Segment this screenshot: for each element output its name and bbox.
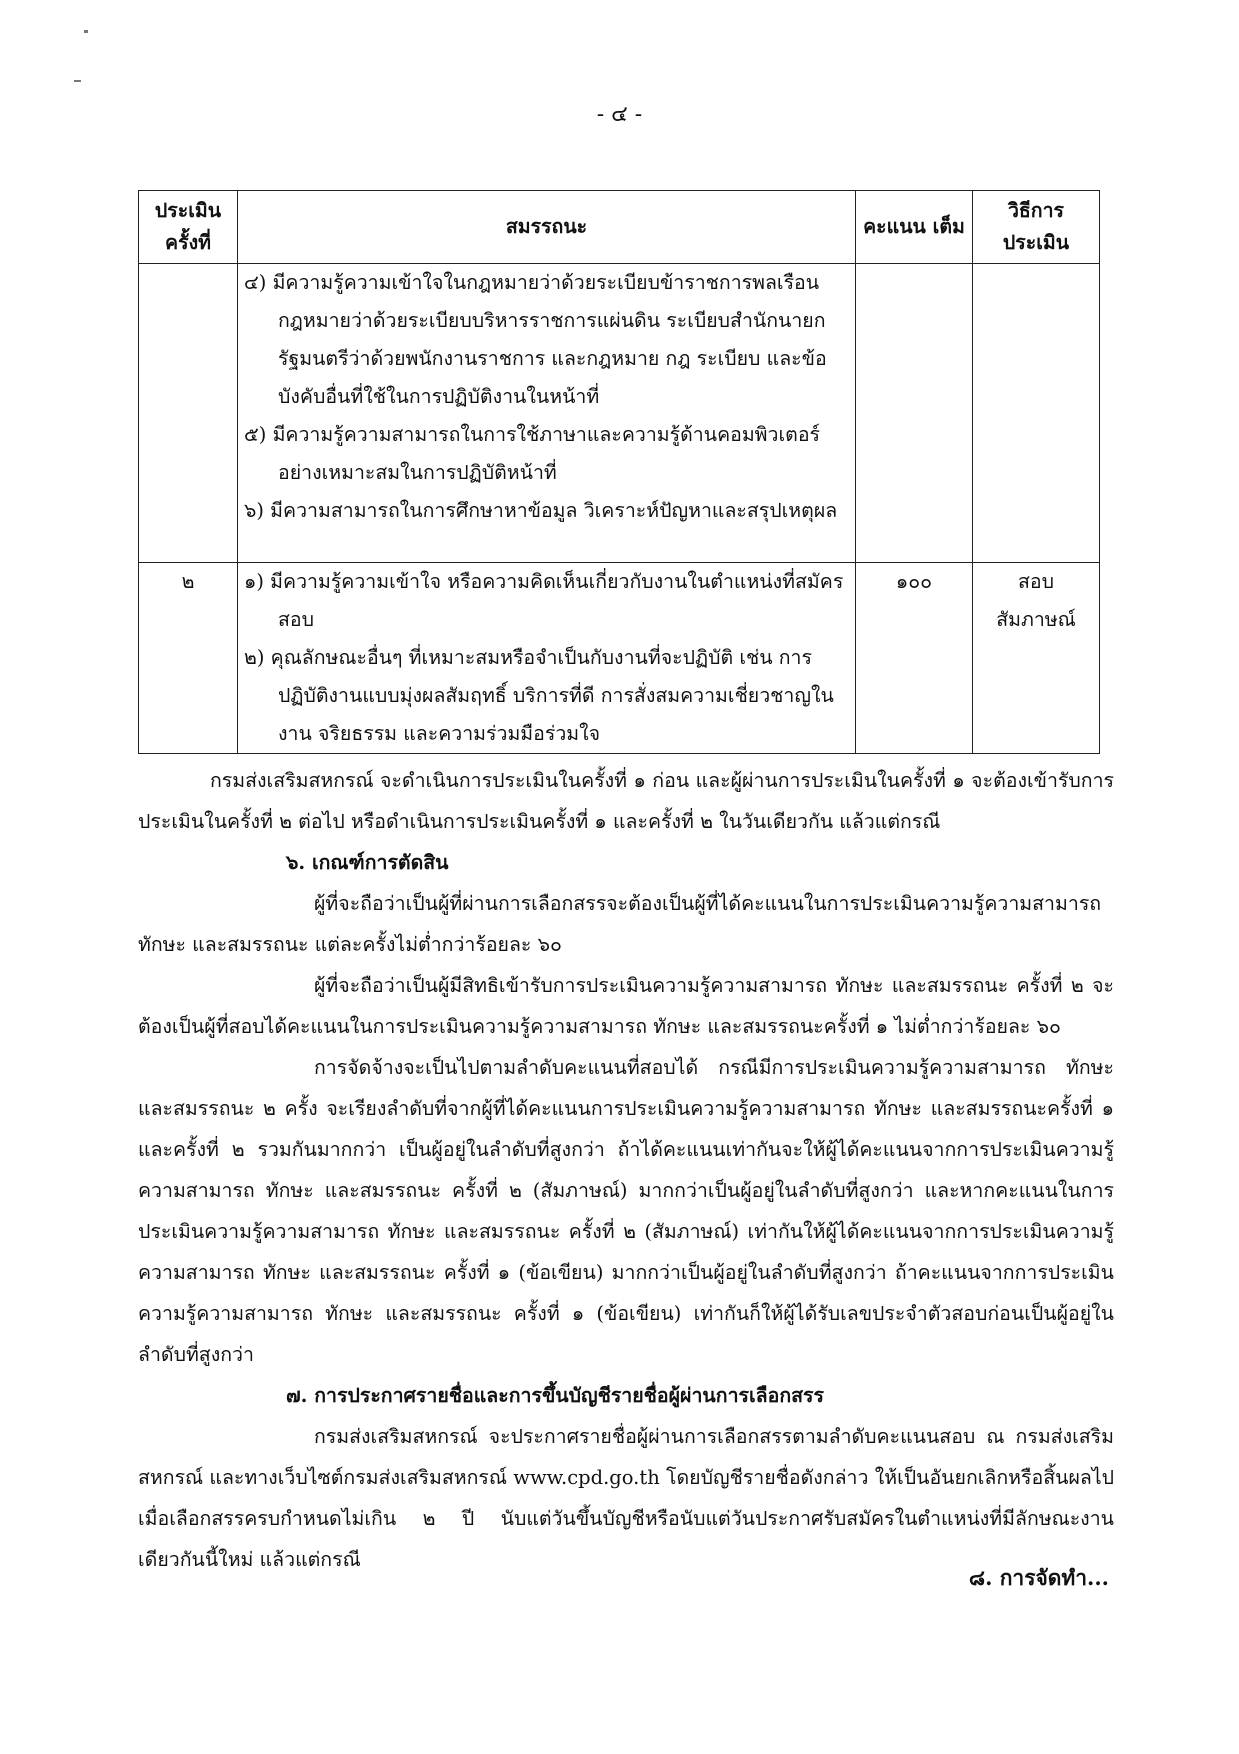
assessment-table bbox=[138, 190, 1100, 754]
header-round: ประเมิน ครั้งที่ bbox=[139, 191, 238, 264]
table-header-row bbox=[139, 191, 1100, 264]
table-row bbox=[139, 264, 1100, 563]
competency-item: ๔) มีความรู้ความเข้าใจในกฎหมายว่าด้วยระเบียบข้าราชการพลเรือน กฎหมายว่าด้วยระเบียบบริหารราชการแผ่นดิน ระเบียบสำนักนายกรัฐมนตรีว่าด้วยพนักงานราชการ และกฎหมาย กฎ ระเบียบ และข้อบังคับอื่นที่ใช้ในการปฏิบัติงานในหน้าที่ bbox=[244, 271, 827, 408]
scan-mark bbox=[74, 80, 81, 82]
cell-method: สอบ สัมภาษณ์ bbox=[973, 563, 1100, 754]
document-body bbox=[138, 760, 1114, 1580]
competency-item: ๑) มีความรู้ความเข้าใจ หรือความคิดเห็นเกี่ยวกับงานในตำแหน่งที่สมัครสอบ bbox=[244, 570, 844, 631]
cell-competency bbox=[238, 563, 856, 754]
paragraph-announcement: กรมส่งเสริมสหกรณ์ จะประกาศรายชื่อผู้ผ่านการเลือกสรรตามลำดับคะแนนสอบ ณ กรมส่งเสริมสหกรณ์ และทางเว็บไซต์กรมส่งเสริมสหกรณ์ www.cpd.go.th โดยบัญชีรายชื่อดังกล่าว ให้เป็นอันยกเลิกหรือสิ้นผลไปเมื่อเลือกสรรครบกำหนดไม่เกิน ๒ ปี นับแต่วันขึ้นบัญชีหรือนับแต่วันประกาศรับสมัครในตำแหน่งที่มีลักษณะงานเดียวกันนี้ใหม่ แล้วแต่กรณี bbox=[138, 1425, 1114, 1571]
section-heading-criteria: ๖. เกณฑ์การตัดสิน bbox=[286, 851, 449, 874]
competency-item: ๕) มีความรู้ความสามารถในการใช้ภาษาและความรู้ด้านคอมพิวเตอร์อย่างเหมาะสมในการปฏิบัติหน้าที่ bbox=[244, 423, 821, 484]
page-number: - ๔ - bbox=[596, 102, 643, 127]
cell-competency bbox=[238, 264, 856, 563]
next-page-reference: ๘. การจัดทำ... bbox=[968, 1565, 1109, 1590]
cell-round bbox=[139, 264, 238, 563]
header-method: วิธีการ ประเมิน bbox=[973, 191, 1100, 264]
competency-item: ๒) คุณลักษณะอื่นๆ ที่เหมาะสมหรือจำเป็นกับงานที่จะปฏิบัติ เช่น การปฏิบัติงานแบบมุ่งผลสัมฤทธิ์ บริการที่ดี การสั่งสมความเชี่ยวชาญในงาน จริยธรรม และความร่วมมือร่วมใจ bbox=[244, 646, 834, 745]
paragraph-assessment-order: กรมส่งเสริมสหกรณ์ จะดำเนินการประเมินในครั้งที่ ๑ ก่อน และผู้ผ่านการประเมินในครั้งที่ ๑ จะต้องเข้ารับการประเมินในครั้งที่ ๒ ต่อไป หรือดำเนินการประเมินครั้งที่ ๑ และครั้งที่ ๒ ในวันเดียวกัน แล้วแต่กรณี bbox=[138, 769, 1114, 833]
cell-round: ๒ bbox=[139, 563, 238, 754]
cell-full-score bbox=[856, 264, 973, 563]
cell-full-score: ๑๐๐ bbox=[856, 563, 973, 754]
paragraph-ranking: การจัดจ้างจะเป็นไปตามลำดับคะแนนที่สอบได้ กรณีมีการประเมินความรู้ความสามารถ ทักษะ และสมรรถนะ ๒ ครั้ง จะเรียงลำดับที่จากผู้ที่ได้คะแนนการประเมินความรู้ความสามารถ ทักษะ และสมรรถนะครั้งที่ ๑ และครั้งที่ ๒ รวมกันมากกว่า เป็นผู้อยู่ในลำดับที่สูงกว่า ถ้าได้คะแนนเท่ากันจะให้ผู้ได้คะแนนจากการประเมินความรู้ความสามารถ ทักษะ และสมรรถนะ ครั้งที่ ๒ (สัมภาษณ์) มากกว่าเป็นผู้อยู่ในลำดับที่สูงกว่า และหากคะแนนในการประเมินความรู้ความสามารถ ทักษะ และสมรรถนะ ครั้งที่ ๒ (สัมภาษณ์) เท่ากันให้ผู้ได้คะแนนจากการประเมินความรู้ความสามารถ ทักษะ และสมรรถนะ ครั้งที่ ๑ (ข้อเขียน) มากกว่าเป็นผู้อยู่ในลำดับที่สูงกว่า ถ้าคะแนนจากการประเมินความรู้ความสามารถ ทักษะ และสมรรถนะ ครั้งที่ ๑ (ข้อเขียน) เท่ากันก็ให้ผู้ได้รับเลขประจำตัวสอบก่อนเป็นผู้อยู่ในลำดับที่สูงกว่า bbox=[138, 1056, 1114, 1366]
paragraph-pass-criteria: ผู้ที่จะถือว่าเป็นผู้ที่ผ่านการเลือกสรรจะต้องเป็นผู้ที่ได้คะแนนในการประเมินความรู้ความสามารถ ทักษะ และสมรรถนะ แต่ละครั้งไม่ต่ำกว่าร้อยละ ๖๐ bbox=[138, 892, 1102, 956]
scan-mark bbox=[84, 30, 88, 33]
cell-method bbox=[973, 264, 1100, 563]
section-heading-announcement: ๗. การประกาศรายชื่อและการขึ้นบัญชีรายชื่อผู้ผ่านการเลือกสรร bbox=[286, 1384, 824, 1407]
competency-item: ๖) มีความสามารถในการศึกษาหาข้อมูล วิเคราะห์ปัญหาและสรุปเหตุผล bbox=[244, 499, 838, 522]
header-competency: สมรรถนะ bbox=[238, 191, 856, 264]
table-row bbox=[139, 563, 1100, 754]
paragraph-eligibility: ผู้ที่จะถือว่าเป็นผู้มีสิทธิเข้ารับการประเมินความรู้ความสามารถ ทักษะ และสมรรถนะ ครั้งที่ ๒ จะต้องเป็นผู้ที่สอบได้คะแนนในการประเมินความรู้ความสามารถ ทักษะ และสมรรถนะครั้งที่ ๑ ไม่ต่ำกว่าร้อยละ ๖๐ bbox=[138, 974, 1114, 1038]
header-full-score: คะแนน เต็ม bbox=[856, 191, 973, 264]
